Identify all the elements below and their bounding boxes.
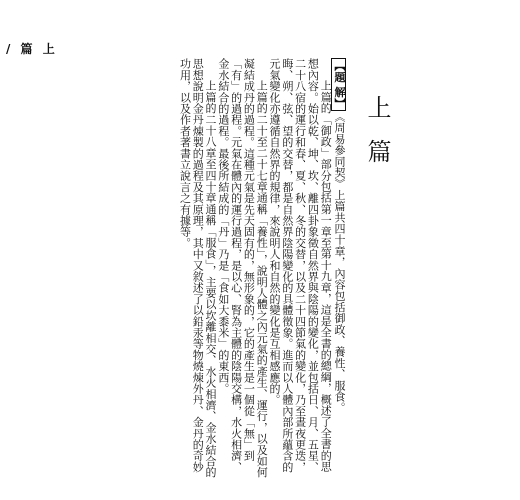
running-head: / 篇 上 — [6, 42, 58, 56]
paragraph-fushi: 上篇的二十八章至四十章通稱「服食」，主要以坎離相交、水火相濟、金水結合的思想說明金丹煉製的過程及其原理，其中又敘述了以鉛汞等物燒煉外丹、金丹的奇妙功用，以及作者著書立說言之有據等。 — [178, 58, 218, 478]
intro-text: 《周易參同契》上篇共四十章，內容包括御政、養性、服食。 — [333, 110, 346, 414]
intro-paragraph — [331, 58, 346, 478]
topic-tag: 【題 解】 — [333, 60, 346, 109]
section-title: 上篇 — [363, 95, 391, 183]
body-text — [128, 58, 346, 478]
paragraph-yangxing: 上篇的二十至二十七章通稱「養性」，說明人體之內元氣的產生、運行，以及如何凝結成丹的過程。這種元氣是先天固有的，無形象的，它的產生是一個從「無」到「有」的過程。元氣在體內的運行過程，是以心、腎為主體的陰陽交構，水火相濟、金水結合的過程。最後所結成的「丹」乃是「食如大黍米」的東西。 — [216, 58, 269, 478]
paragraph-yuzheng: 上篇的「御政」部分包括第一章至第十九章，這是全書的總綱，概述了全書的思想內容。始以乾、坤、坎、離四卦象徵自然界與陰陽的變化，並包括日、月、五星、二十八宿的運行和春、夏、秋、冬的交替，以及二十四節氣的變化，乃至晝夜更迭，晦、朔、弦、望的交替，都是自然界陰陽變化的具體徵象。進而以人體內部所蘊含的元氣變化亦遵循自然界的規律，來說明人和自然的變化是互相感應的。 — [268, 58, 333, 473]
